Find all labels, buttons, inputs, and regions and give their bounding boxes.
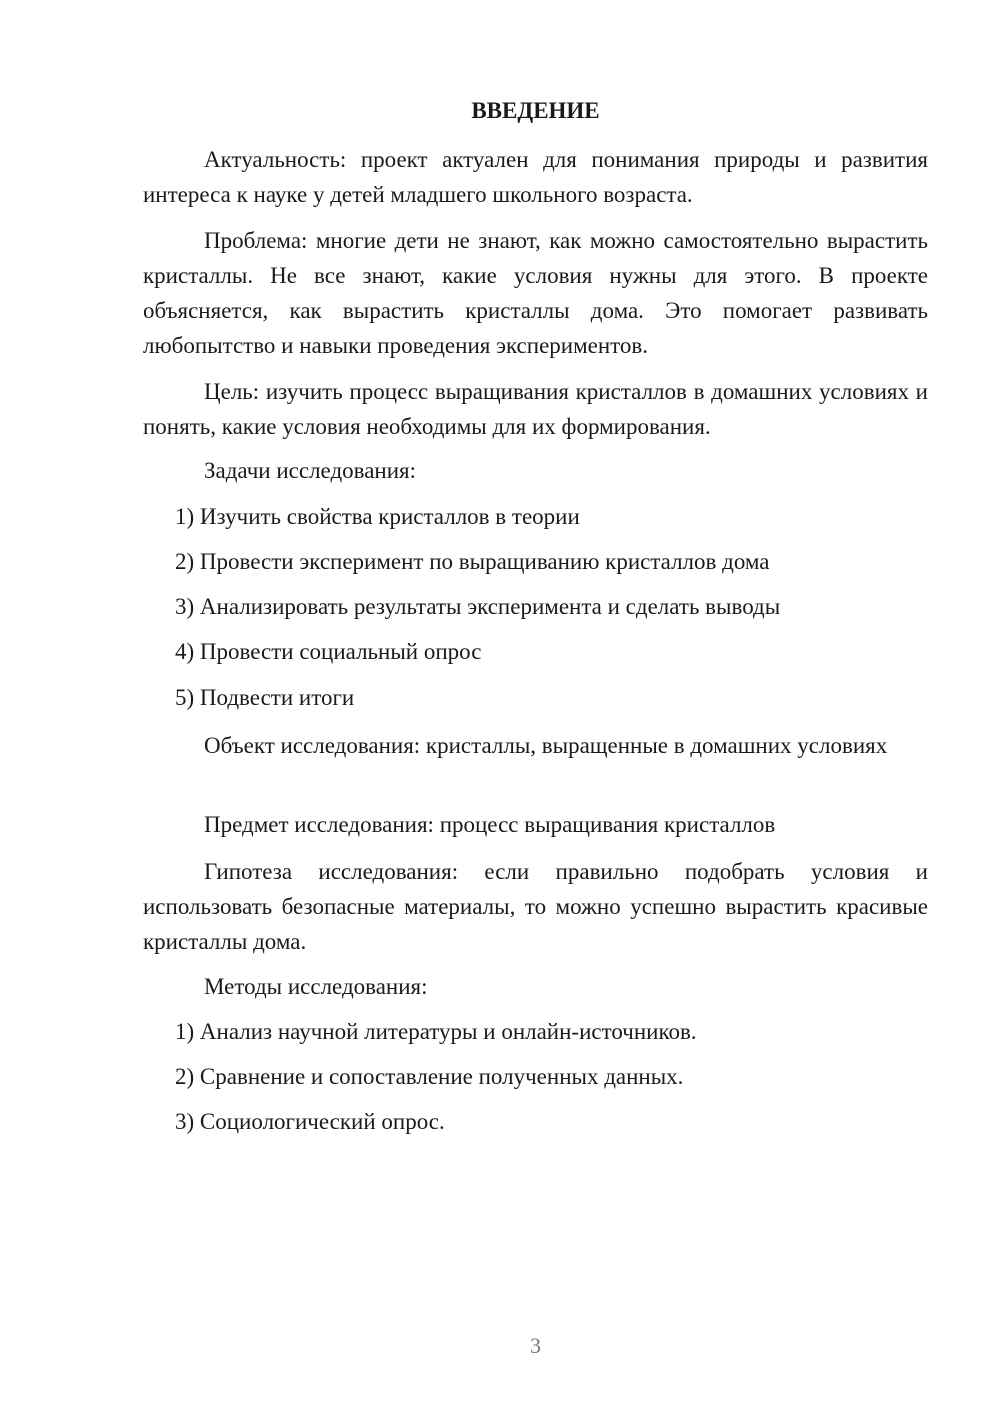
subject-paragraph: Предмет исследования: процесс выращивания кристаллов: [204, 812, 776, 837]
list-item: 5) Подвести итоги: [175, 685, 355, 710]
list-item: 3) Социологический опрос.: [175, 1109, 445, 1134]
list-item: 1) Анализ научной литературы и онлайн-источников.: [175, 1019, 697, 1044]
methods-title: Методы исследования:: [204, 974, 428, 999]
page-number: 3: [530, 1333, 541, 1358]
list-item: 4) Провести социальный опрос: [175, 639, 482, 664]
object-paragraph: Объект исследования: кристаллы, выращенные в домашних условиях: [204, 733, 888, 758]
hypothesis-paragraph: Гипотеза исследования: если правильно подобрать условия и использовать безопасные материалы, то можно успешно вырастить красивые кристаллы дома.: [143, 859, 928, 954]
list-item: 2) Провести эксперимент по выращиванию кристаллов дома: [175, 549, 770, 574]
list-item: 1) Изучить свойства кристаллов в теории: [175, 504, 580, 529]
list-item: 2) Сравнение и сопоставление полученных данных.: [175, 1064, 684, 1089]
relevance-paragraph: Актуальность: проект актуален для понимания природы и развития интереса к науке у детей младшего школьного возраста.: [143, 147, 928, 207]
list-item: 3) Анализировать результаты эксперимента и сделать выводы: [175, 594, 781, 619]
tasks-title: Задачи исследования:: [204, 458, 417, 483]
problem-paragraph: Проблема: многие дети не знают, как можно самостоятельно вырастить кристаллы. Не все знают, какие условия нужны для этого. В проекте объясняется, как вырастить кристаллы дома. Это помогает развивать любопытство и навыки проведения экспериментов.: [143, 228, 928, 358]
document-page: [143, 0, 928, 1414]
goal-paragraph: Цель: изучить процесс выращивания кристаллов в домашних условиях и понять, какие условия необходимы для их формирования.: [143, 379, 928, 439]
page-title: ВВЕДЕНИЕ: [471, 98, 600, 123]
